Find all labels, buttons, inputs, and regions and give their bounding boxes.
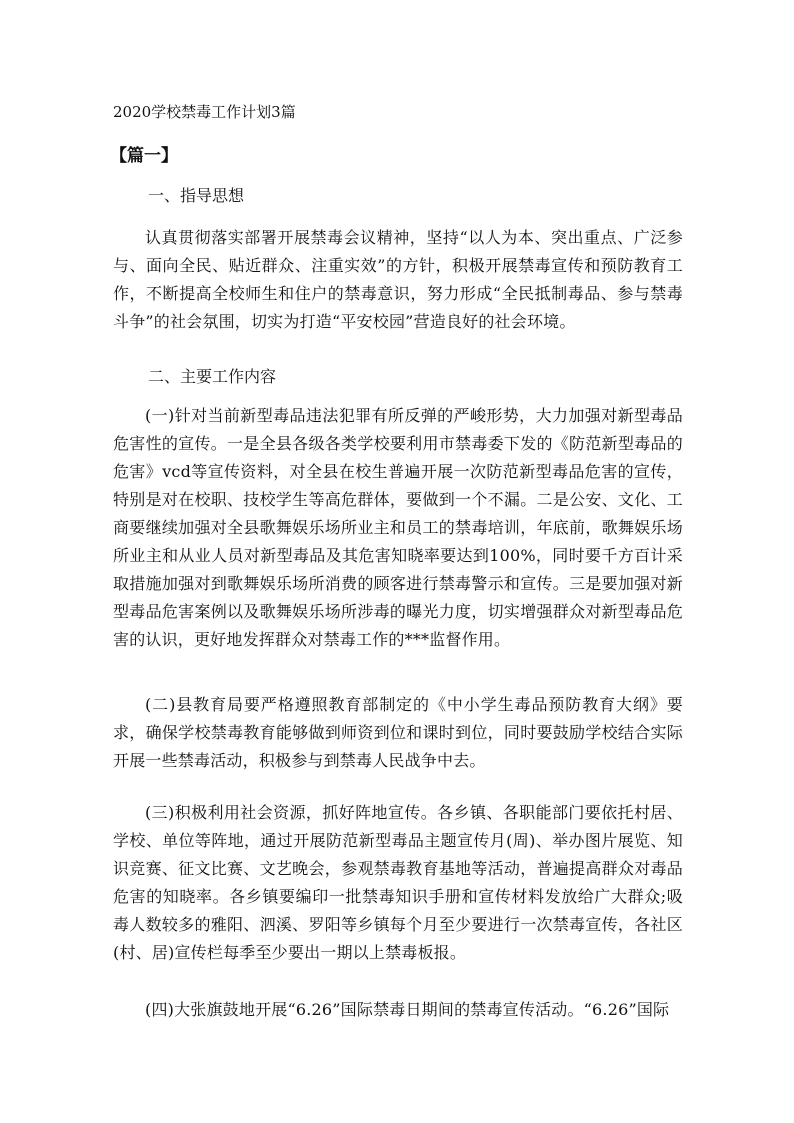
paragraph-item-1: (一)针对当前新型毒品违法犯罪有所反弹的严峻形势，大力加强对新型毒品危害性的宣传。一是全县各级各类学校要利用市禁毒委下发的《防范新型毒品的危害》vcd等宣传资料，对全县在校生普遍开展一次防范新型毒品危害的宣传，特别是对在校职、技校学生等高危群体，要做到一个不漏。二是公安、文化、工商要继续加强对全县歌舞娱乐场所业主和员工的禁毒培训，年底前，歌舞娱乐场所业主和从业人员对新型毒品及其危害知晓率要达到100%，同时要千方百计采取措施加强对到歌舞娱乐场所消费的顾客进行禁毒警示和宣传。三是要加强对新型毒品危害案例以及歌舞娱乐场所涉毒的曝光力度，切实增强群众对新型毒品危害的认识，更好地发挥群众对禁毒工作的***监督作用。 (113, 406, 683, 649)
heading-main-work: 二、主要工作内容 (148, 367, 277, 386)
paragraph-item-3: (三)积极利用社会资源，抓好阵地宣传。各乡镇、各职能部门要依托村居、学校、单位等阵地，通过开展防范新型毒品主题宣传月(周)、举办图片展览、知识竞赛、征文比赛、文艺晚会，参观禁毒教育基地等活动，普遍提高群众对毒品危害的知晓率。各乡镇要编印一批禁毒知识手册和宣传材料发放给广大群众;吸毒人数较多的雅阳、泗溪、罗阳等乡镇每个月至少要进行一次禁毒宣传，各社区(村、居)宣传栏每季至少要出一期以上禁毒板报。 (113, 803, 683, 962)
paragraph-item-4: (四)大张旗鼓地开展“6.26”国际禁毒日期间的禁毒宣传活动。“6.26”国际 (145, 1000, 670, 1019)
document-title: 2020学校禁毒工作计划3篇 (113, 103, 296, 121)
heading-guiding-ideology: 一、指导思想 (148, 186, 245, 205)
section-title: 【篇一】 (110, 146, 178, 166)
paragraph-item-2: (二)县教育局要严格遵照教育部制定的《中小学生毒品预防教育大纲》要求，确保学校禁毒教育能够做到师资到位和课时到位，同时要鼓励学校结合实际开展一些禁毒活动，积极参与到禁毒人民战争中去。 (113, 695, 683, 770)
paragraph-guiding-ideology: 认真贯彻落实部署开展禁毒会议精神，坚持“以人为本、突出重点、广泛参与、面向全民、贴近群众、注重实效”的方针，积极开展禁毒宣传和预防教育工作，不断提高全校师生和住户的禁毒意识，努力形成“全民抵制毒品、参与禁毒斗争”的社会氛围，切实为打造“平安校园”营造良好的社会环境。 (113, 228, 683, 331)
